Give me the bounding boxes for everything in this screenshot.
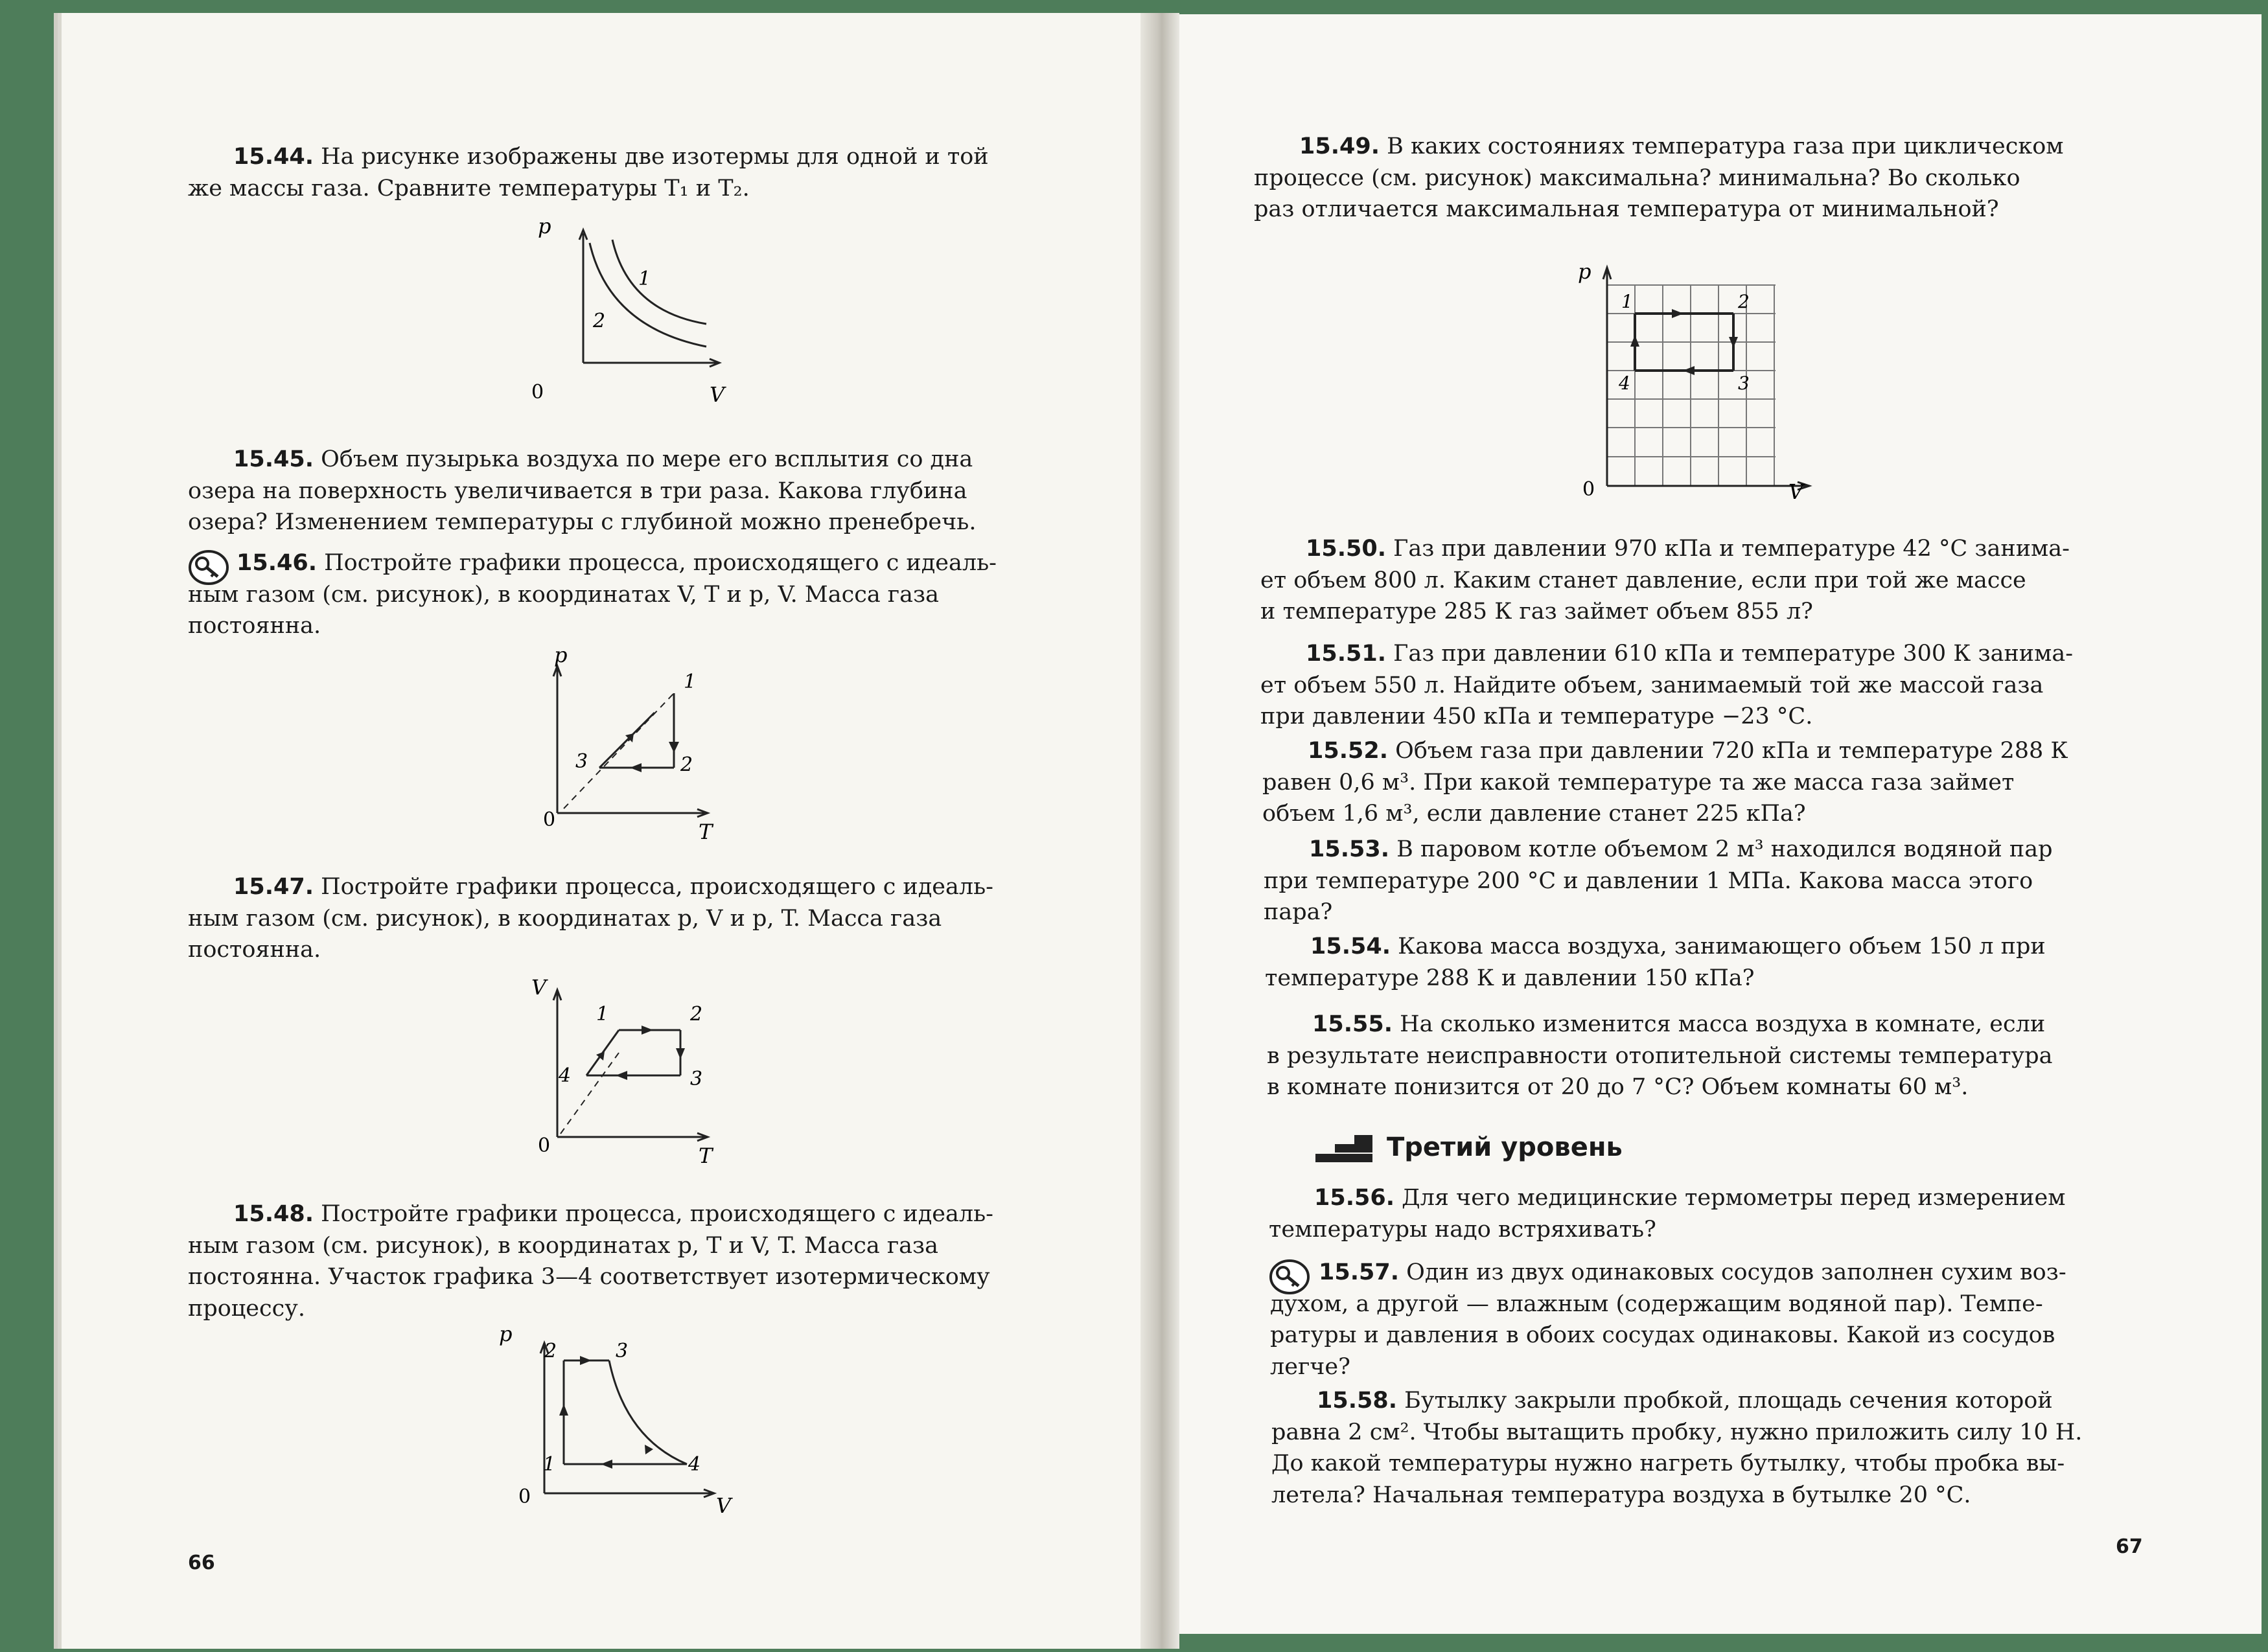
problem-text: Газ при давлении 970 кПа и температуре 42 °С занима- ет объем 800 л. Каким станет давление, если при той же массе и температуре 285 К газ займет объем 855 л? <box>1260 536 2070 625</box>
origin-label: 0 <box>1582 478 1595 501</box>
problem-number: 15.45. <box>233 446 314 472</box>
problem-number: 15.50. <box>1306 536 1387 562</box>
origin-label: 0 <box>543 809 556 831</box>
problem-number: 15.46. <box>237 550 318 576</box>
problem-text: Объем газа при давлении 720 кПа и температуре 288 К равен 0,6 м³. При какой температуре та же масса газа займет объем 1,6 м³, если давление станет 225 кПа? <box>1262 738 2068 827</box>
stairs-icon <box>1315 1135 1372 1162</box>
axis-label: p <box>499 1325 513 1346</box>
level-heading: Третий уровень <box>1387 1132 1623 1162</box>
problem-15-45 <box>188 444 1056 538</box>
point-label: 1 <box>684 671 697 693</box>
problem-number: 15.49. <box>1299 133 1380 159</box>
figure-15-47 <box>518 972 739 1173</box>
problem-number: 15.48. <box>233 1201 314 1227</box>
problem-text: Постройте графики процесса, происходящего с идеаль- ным газом (см. рисунок), в координатах p, T и V, T. Масса газа постоянна. Участок графика 3—4 соответствует изотермическому процессу. <box>188 1201 993 1322</box>
origin-label: 0 <box>538 1134 551 1157</box>
axis-label: p <box>554 648 568 667</box>
curve-label: 1 <box>638 268 651 290</box>
problem-number: 15.57. <box>1319 1259 1400 1285</box>
point-label: 2 <box>680 753 693 776</box>
problem-text: Постройте графики процесса, происходящего с идеаль- ным газом (см. рисунок), в координатах V, T и p, V. Масса газа постоянна. <box>188 550 997 639</box>
problem-15-49 <box>1254 131 2125 225</box>
point-label: 3 <box>616 1340 629 1362</box>
problem-15-58 <box>1271 1385 2140 1511</box>
axis-label: p <box>538 214 551 238</box>
problem-number: 15.58. <box>1317 1388 1398 1414</box>
problem-text: Газ при давлении 610 кПа и температуре 300 К занима- ет объем 550 л. Найдите объем, занимаемый той же массой газа при давлении 450 кПа и температуре −23 °С. <box>1260 641 2074 729</box>
point-label: 1 <box>596 1003 609 1026</box>
axis-label: T <box>699 1143 713 1168</box>
problem-text: В каких состояниях температура газа при циклическом процессе (см. рисунок) максимальна? минимальна? Во сколько раз отличается максимальная температура от минимальной? <box>1254 133 2064 222</box>
point-label: 2 <box>544 1340 557 1362</box>
point-label: 2 <box>690 1003 703 1026</box>
figure-15-44-isotherms <box>512 214 732 408</box>
problem-15-55 <box>1267 1009 2135 1103</box>
problem-number: 15.52. <box>1308 738 1389 764</box>
problem-15-46 <box>188 547 1056 642</box>
problem-15-51 <box>1260 638 2129 733</box>
point-label: 4 <box>688 1453 701 1476</box>
axis-label: V <box>710 382 725 407</box>
problem-text: Постройте графики процесса, происходящего с идеаль- ным газом (см. рисунок), в координатах p, V и p, T. Масса газа постоянна. <box>188 874 993 963</box>
axis-label: V <box>531 975 547 1000</box>
problem-number: 15.51. <box>1306 641 1387 667</box>
problem-text: Какова масса воздуха, занимающего объем 150 л при температуре 288 К и давлении 150 кПа? <box>1265 934 2046 991</box>
problem-text: Один из двух одинаковых сосудов заполнен сухим воз- духом, а другой — влажным (содержащим водяной пар). Темпе- ратуры и давления в обоих сосудах одинаковы. Какой из сосудов легче? <box>1270 1259 2066 1380</box>
point-label: 3 <box>1738 373 1750 394</box>
problem-text: Объем пузырька воздуха по мере его всплытия со дна озера на поверхность увеличивается в три раза. Какова глубина озера? Изменением температуры с глубиной можно пренебречь. <box>188 446 977 535</box>
problem-number: 15.47. <box>233 874 314 900</box>
problem-text: В паровом котле объемом 2 м³ находился водяной пар при температуре 200 °С и давлении 1 МПа. Какова масса этого пара? <box>1264 836 2053 925</box>
axis-label: p <box>1578 259 1591 284</box>
point-label: 1 <box>1621 291 1633 312</box>
page-number-right: 67 <box>2116 1535 2143 1558</box>
problem-number: 15.53. <box>1309 836 1390 862</box>
figure-15-48 <box>492 1325 752 1526</box>
problem-number: 15.44. <box>233 144 314 170</box>
figure-15-49-grid <box>1568 256 1840 502</box>
problem-text: На рисунке изображены две изотермы для одной и той же массы газа. Сравните температуры T₁ и T₂. <box>188 144 989 201</box>
book-gutter <box>1140 13 1179 1649</box>
point-label: 4 <box>559 1064 572 1087</box>
curve-label: 2 <box>593 310 606 332</box>
problem-15-54 <box>1265 931 2133 994</box>
problem-15-52 <box>1262 735 2131 830</box>
problem-15-47 <box>188 871 1056 966</box>
point-label: 3 <box>575 750 588 773</box>
problem-15-50 <box>1260 533 2129 628</box>
origin-label: 0 <box>518 1486 531 1508</box>
page-number-left: 66 <box>188 1552 215 1574</box>
problem-number: 15.56. <box>1314 1185 1395 1211</box>
problem-number: 15.55. <box>1312 1011 1393 1037</box>
problem-text: Бутылку закрыли пробкой, площадь сечения которой равна 2 см². Чтобы вытащить пробку, нужно приложить силу 10 Н. До какой температуры нужно нагреть бутылку, чтобы пробка вы- летела? Начальная температура воздуха в бутылке 20 °С. <box>1271 1388 2083 1508</box>
axis-label: V <box>1788 479 1804 502</box>
problem-15-57 <box>1270 1257 2138 1382</box>
problem-text: Для чего медицинские термометры перед измерением температуры надо встряхивать? <box>1269 1185 2066 1243</box>
origin-label: 0 <box>531 381 544 404</box>
point-label: 1 <box>543 1453 556 1476</box>
axis-label: V <box>716 1493 732 1518</box>
problem-15-53 <box>1264 834 2132 928</box>
point-label: 2 <box>1738 291 1750 312</box>
problem-text: На сколько изменится масса воздуха в комнате, если в результате неисправности отопительной системы температура в комнате понизится от 20 до 7 °С? Объем комнаты 60 м³. <box>1267 1011 2053 1100</box>
problem-15-44 <box>188 141 1056 204</box>
point-label: 4 <box>1619 373 1630 394</box>
point-label: 3 <box>690 1068 703 1090</box>
problem-15-48 <box>188 1199 1056 1324</box>
problem-number: 15.54. <box>1310 934 1391 959</box>
figure-15-46 <box>518 648 739 849</box>
axis-label: T <box>699 820 713 844</box>
problem-15-56 <box>1269 1182 2137 1245</box>
